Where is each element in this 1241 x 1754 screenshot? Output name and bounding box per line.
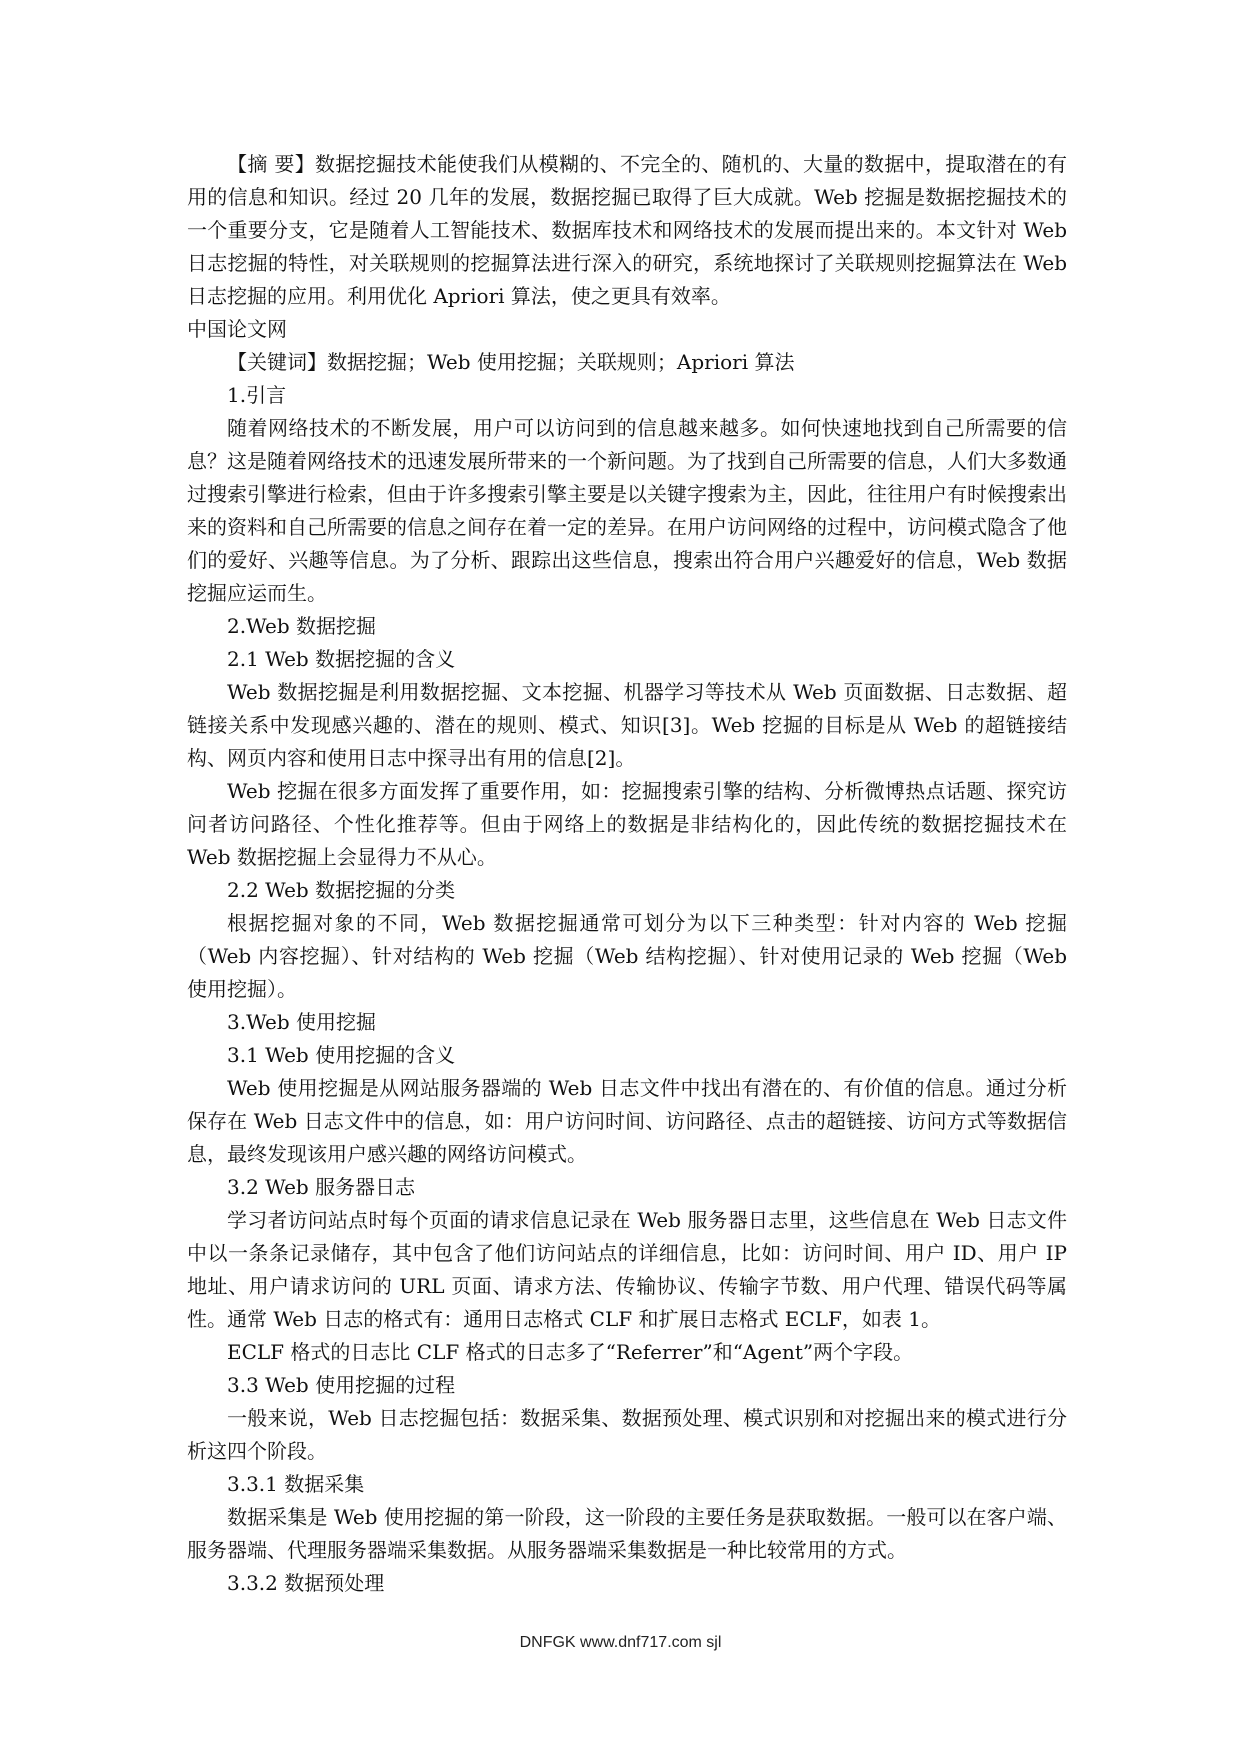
heading-3-1: 3.1 Web 使用挖掘的含义 [227,1043,456,1067]
body-paragraph: Web 数据挖掘是利用数据挖掘、文本挖掘、机器学习等技术从 Web 页面数据、日志数据、超链接关系中发现感兴趣的、潜在的规则、模式、知识[3]。Web 挖掘的目标是从 Web 的超链接结构、网页内容和使用日志中探寻出有用的信息[2]。 [187,680,1067,770]
heading-3-2: 3.2 Web 服务器日志 [227,1175,416,1199]
heading-3-3-2: 3.3.2 数据预处理 [227,1571,385,1595]
body-paragraph: ECLF 格式的日志比 CLF 格式的日志多了“Referrer”和“Agent”两个字段。 [227,1340,914,1364]
body-paragraph: 一般来说，Web 日志挖掘包括：数据采集、数据预处理、模式识别和对挖掘出来的模式进行分析这四个阶段。 [187,1406,1067,1463]
heading-2-1: 2.1 Web 数据挖掘的含义 [227,647,456,671]
heading-3: 3.Web 使用挖掘 [227,1010,377,1034]
article-body [187,148,1067,1600]
heading-3-3-1: 3.3.1 数据采集 [227,1472,365,1496]
body-paragraph: 随着网络技术的不断发展，用户可以访问到的信息越来越多。如何快速地找到自己所需要的信息？这是随着网络技术的迅速发展所带来的一个新问题。为了找到自己所需要的信息，人们大多数通过搜索引擎进行检索，但由于许多搜索引擎主要是以关键字搜索为主，因此，往往用户有时候搜索出来的资料和自己所需要的信息之间存在着一定的差异。在用户访问网络的过程中，访问模式隐含了他们的爱好、兴趣等信息。为了分析、跟踪出这些信息，搜索出符合用户兴趣爱好的信息，Web 数据挖掘应运而生。 [187,416,1067,605]
heading-1: 1.引言 [227,383,287,407]
heading-2-2: 2.2 Web 数据挖掘的分类 [227,878,456,902]
heading-2: 2.Web 数据挖掘 [227,614,377,638]
page-footer: DNFGK www.dnf717.com sjl [519,1634,722,1651]
body-paragraph: Web 挖掘在很多方面发挥了重要作用，如：挖掘搜索引擎的结构、分析微博热点话题、探究访问者访问路径、个性化推荐等。但由于网络上的数据是非结构化的，因此传统的数据挖掘技术在 Web 数据挖掘上会显得力不从心。 [187,779,1067,869]
body-paragraph: 根据挖掘对象的不同，Web 数据挖掘通常可划分为以下三种类型：针对内容的 Web 挖掘（Web 内容挖掘）、针对结构的 Web 挖掘（Web 结构挖掘）、针对使用记录的 Web 挖掘（Web 使用挖掘）。 [187,911,1067,1001]
body-paragraph: 学习者访问站点时每个页面的请求信息记录在 Web 服务器日志里，这些信息在 Web 日志文件中以一条条记录储存，其中包含了他们访问站点的详细信息，比如：访问时间、用户 ID、用户 IP 地址、用户请求访问的 URL 页面、请求方法、传输协议、传输字节数、用户代理、错误代码等属性。通常 Web 日志的格式有：通用日志格式 CLF 和扩展日志格式 ECLF，如表 1。 [187,1208,1067,1331]
body-paragraph: 数据采集是 Web 使用挖掘的第一阶段，这一阶段的主要任务是获取数据。一般可以在客户端、服务器端、代理服务器端采集数据。从服务器端采集数据是一种比较常用的方式。 [187,1505,1067,1562]
body-paragraph: Web 使用挖掘是从网站服务器端的 Web 日志文件中找出有潜在的、有价值的信息。通过分析保存在 Web 日志文件中的信息，如：用户访问时间、访问路径、点击的超链接、访问方式等数据信息，最终发现该用户感兴趣的网络访问模式。 [187,1076,1067,1166]
abstract-paragraph: 【摘 要】数据挖掘技术能使我们从模糊的、不完全的、随机的、大量的数据中，提取潜在的有用的信息和知识。经过 20 几年的发展，数据挖掘已取得了巨大成就。Web 挖掘是数据挖掘技术的一个重要分支，它是随着人工智能技术、数据库技术和网络技术的发展而提出来的。本文针对 Web 日志挖掘的特性，对关联规则的挖掘算法进行深入的研究，系统地探讨了关联规则挖掘算法在 Web 日志挖掘的应用。利用优化 Apriori 算法，使之更具有效率。 [187,152,1067,308]
source-label: 中国论文网 [187,317,287,341]
keywords-paragraph: 【关键词】数据挖掘；Web 使用挖掘；关联规则；Apriori 算法 [227,350,795,374]
heading-3-3: 3.3 Web 使用挖掘的过程 [227,1373,456,1397]
